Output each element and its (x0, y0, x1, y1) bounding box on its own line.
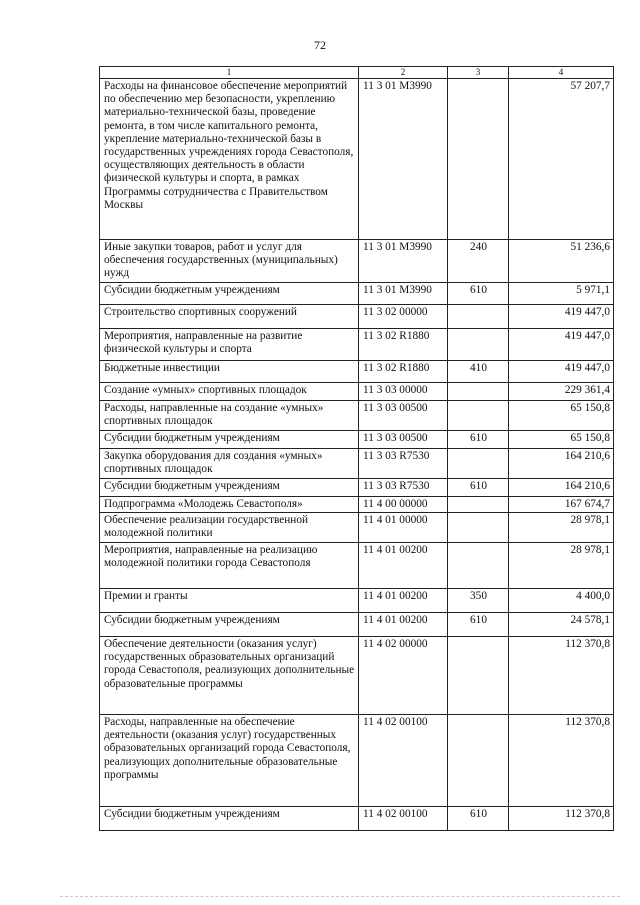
row-name: Расходы, направленные на создание «умных» спортивных площадок (100, 401, 359, 431)
table-row (100, 497, 614, 513)
table-row (100, 383, 614, 401)
table-row (100, 401, 614, 431)
row-expense-type (448, 449, 509, 479)
table-row (100, 79, 614, 240)
row-name: Премии и гранты (100, 589, 359, 613)
column-number-row (100, 67, 614, 79)
table-row (100, 513, 614, 543)
row-expense-type: 610 (448, 431, 509, 449)
table-row (100, 305, 614, 329)
row-code: 11 3 03 00500 (359, 401, 448, 431)
row-name: Субсидии бюджетным учреждениям (100, 479, 359, 497)
row-name: Расходы, направленные на обеспечение деятельности (оказания услуг) государственных образовательных организаций города Севастополя, реализующих дополнительные образовательные программы (100, 715, 359, 807)
row-code: 11 3 03 00000 (359, 383, 448, 401)
row-name: Мероприятия, направленные на развитие физической культуры и спорта (100, 329, 359, 361)
row-expense-type (448, 715, 509, 807)
row-amount: 164 210,6 (509, 449, 614, 479)
row-expense-type (448, 543, 509, 589)
row-code: 11 3 02 R1880 (359, 329, 448, 361)
row-code: 11 3 02 R1880 (359, 361, 448, 383)
table-row (100, 431, 614, 449)
row-name: Мероприятия, направленные на реализацию молодежной политики города Севастополя (100, 543, 359, 589)
row-amount: 65 150,8 (509, 431, 614, 449)
table-row (100, 543, 614, 589)
row-amount: 65 150,8 (509, 401, 614, 431)
row-expense-type (448, 79, 509, 240)
row-name: Расходы на финансовое обеспечение мероприятий по обеспечению мер безопасности, укреплению материально-технической базы, проведение ремонта, в том числе капитального ремонта, укрепление материально-технической базы в государственных учреждениях города Севастополя, осуществляющих деятельность в области физической культуры и спорта, в рамках Программы сотрудничества с Правительством Москвы (100, 79, 359, 240)
row-expense-type (448, 401, 509, 431)
row-expense-type: 410 (448, 361, 509, 383)
row-code: 11 3 03 00500 (359, 431, 448, 449)
table-row (100, 807, 614, 831)
row-expense-type: 610 (448, 283, 509, 305)
row-amount: 112 370,8 (509, 807, 614, 831)
row-code: 11 4 01 00200 (359, 543, 448, 589)
row-name: Субсидии бюджетным учреждениям (100, 613, 359, 637)
page-number: 72 (314, 38, 326, 52)
row-name: Строительство спортивных сооружений (100, 305, 359, 329)
row-expense-type: 350 (448, 589, 509, 613)
row-code: 11 3 01 M3990 (359, 240, 448, 283)
row-name: Субсидии бюджетным учреждениям (100, 283, 359, 305)
row-expense-type (448, 305, 509, 329)
row-expense-type: 240 (448, 240, 509, 283)
row-amount: 229 361,4 (509, 383, 614, 401)
row-amount: 419 447,0 (509, 361, 614, 383)
row-amount: 419 447,0 (509, 305, 614, 329)
table-row (100, 589, 614, 613)
table-row (100, 240, 614, 283)
budget-table-body (100, 67, 614, 831)
row-code: 11 3 03 R7530 (359, 449, 448, 479)
row-amount: 112 370,8 (509, 637, 614, 715)
table-row (100, 479, 614, 497)
row-amount: 4 400,0 (509, 589, 614, 613)
row-name: Обеспечение реализации государственной молодежной политики (100, 513, 359, 543)
row-expense-type (448, 329, 509, 361)
row-amount: 57 207,7 (509, 79, 614, 240)
row-name: Субсидии бюджетным учреждениям (100, 431, 359, 449)
row-expense-type (448, 497, 509, 513)
table-row (100, 613, 614, 637)
row-code: 11 4 02 00100 (359, 807, 448, 831)
table-row (100, 329, 614, 361)
row-code: 11 4 01 00000 (359, 513, 448, 543)
row-code: 11 3 02 00000 (359, 305, 448, 329)
row-name: Бюджетные инвестиции (100, 361, 359, 383)
row-code: 11 4 01 00200 (359, 589, 448, 613)
row-amount: 167 674,7 (509, 497, 614, 513)
row-name: Субсидии бюджетным учреждениям (100, 807, 359, 831)
row-code: 11 3 01 M3990 (359, 283, 448, 305)
row-amount: 28 978,1 (509, 543, 614, 589)
row-amount: 419 447,0 (509, 329, 614, 361)
table-row (100, 361, 614, 383)
row-amount: 24 578,1 (509, 613, 614, 637)
table-row (100, 637, 614, 715)
column-number-1: 1 (100, 67, 359, 79)
row-expense-type (448, 513, 509, 543)
row-amount: 28 978,1 (509, 513, 614, 543)
table-row (100, 283, 614, 305)
row-code: 11 4 02 00100 (359, 715, 448, 807)
row-amount: 164 210,6 (509, 479, 614, 497)
row-name: Подпрограмма «Молодежь Севастополя» (100, 497, 359, 513)
row-code: 11 4 01 00200 (359, 613, 448, 637)
row-code: 11 4 02 00000 (359, 637, 448, 715)
row-code: 11 3 03 R7530 (359, 479, 448, 497)
table-row (100, 449, 614, 479)
row-amount: 51 236,6 (509, 240, 614, 283)
row-expense-type: 610 (448, 479, 509, 497)
row-code: 11 3 01 M3990 (359, 79, 448, 240)
column-number-4: 4 (509, 67, 614, 79)
row-expense-type (448, 637, 509, 715)
row-name: Иные закупки товаров, работ и услуг для обеспечения государственных (муниципальных) нужд (100, 240, 359, 283)
row-code: 11 4 00 00000 (359, 497, 448, 513)
row-name: Обеспечение деятельности (оказания услуг) государственных образовательных организаций города Севастополя, реализующих дополнительные образовательные программы (100, 637, 359, 715)
row-expense-type (448, 383, 509, 401)
row-name: Создание «умных» спортивных площадок (100, 383, 359, 401)
column-number-3: 3 (448, 67, 509, 79)
row-expense-type: 610 (448, 613, 509, 637)
table-row (100, 715, 614, 807)
budget-table (99, 66, 614, 831)
row-amount: 112 370,8 (509, 715, 614, 807)
scan-edge-marks (60, 896, 620, 900)
row-name: Закупка оборудования для создания «умных» спортивных площадок (100, 449, 359, 479)
column-number-2: 2 (359, 67, 448, 79)
row-expense-type: 610 (448, 807, 509, 831)
row-amount: 5 971,1 (509, 283, 614, 305)
